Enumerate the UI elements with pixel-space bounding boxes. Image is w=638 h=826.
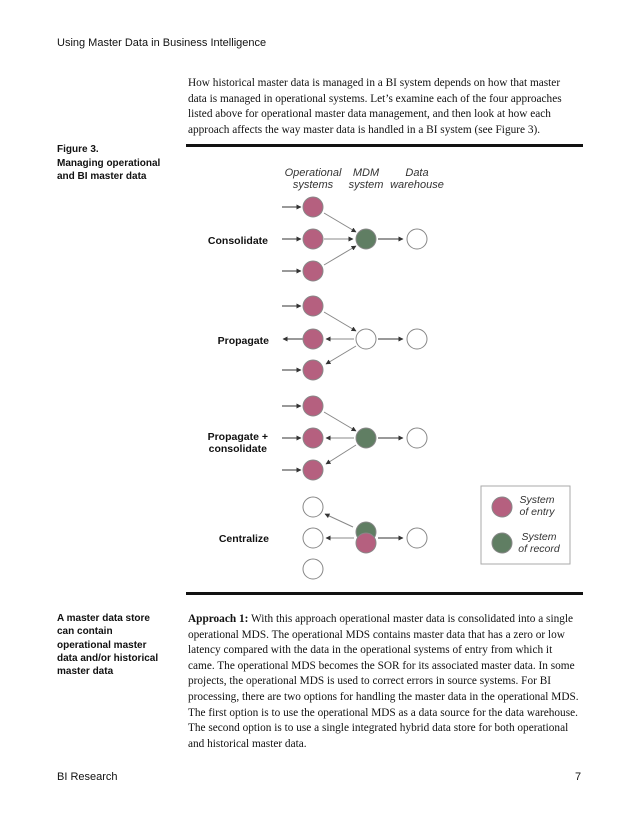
column-header-warehouse: Data	[405, 167, 429, 179]
system-of-entry-node	[303, 360, 323, 380]
figure-caption-line: Figure 3.	[57, 144, 99, 155]
figure-top-rule	[186, 144, 583, 147]
row-label-propagate-consolidate: Propagate +	[207, 431, 268, 443]
arrow-line	[326, 346, 356, 364]
system-of-entry-node	[303, 329, 323, 349]
figure-diagram	[186, 160, 583, 590]
warehouse-node	[407, 528, 427, 548]
warehouse-node	[407, 229, 427, 249]
legend-label-entry: System	[519, 494, 555, 506]
legend	[481, 486, 570, 564]
arrow-line	[324, 312, 356, 331]
mdm-empty-node	[356, 329, 376, 349]
consolidate-group	[282, 197, 427, 281]
column-header-mdm: MDM	[352, 167, 380, 179]
propagate-group	[282, 296, 427, 380]
system-of-entry-node	[303, 460, 323, 480]
column-header-warehouse: warehouse	[390, 179, 444, 191]
system-of-entry-node	[303, 261, 323, 281]
warehouse-node	[407, 428, 427, 448]
system-of-entry-node	[303, 296, 323, 316]
margin-note-line: A master data store	[57, 613, 150, 624]
intro-paragraph	[188, 76, 578, 138]
system-of-entry-node	[303, 229, 323, 249]
column-header-operational: systems	[292, 179, 334, 191]
approach-section	[188, 612, 580, 752]
approach-heading: Approach 1:	[188, 613, 249, 625]
arrow-line	[324, 412, 356, 431]
system-of-entry-node	[356, 533, 376, 553]
margin-note-line: can contain	[57, 626, 113, 638]
margin-note-line: master data	[57, 666, 114, 678]
legend-label-entry: of entry	[519, 506, 555, 518]
system-of-record-node	[356, 229, 376, 249]
margin-note-line: operational master	[57, 639, 147, 651]
column-header-operational: Operational	[284, 167, 342, 179]
row-label-centralize: Centralize	[218, 533, 269, 545]
approach-text: With this approach operational master data is consolidated into a single operational MDS. The operational MDS contains master data that has a zero or low latency compared with the data in the operational systems of entry from which it came. The operational MDS becomes the SOR for its associated master data. In some projects, the operational MDS is used to correct errors in source systems. For BI processing, there are two options for handling the master data in the operational MDS. The first option is to use the operational MDS as a data source for the data warehouse. The second option is to use a single integrated hybrid data store for both operational and historical master data.	[188, 613, 579, 750]
margin-note-line: data and/or historical	[57, 652, 159, 664]
system-of-entry-node	[303, 197, 323, 217]
figure-caption	[57, 143, 177, 184]
operational-empty-node	[303, 528, 323, 548]
page-number: 7	[575, 771, 582, 783]
system-of-record-node	[356, 428, 376, 448]
column-header-mdm: system	[348, 179, 384, 191]
footer-publisher: BI Research	[57, 771, 118, 783]
row-label-propagate-consolidate: consolidate	[208, 443, 267, 455]
legend-swatch-entry	[492, 497, 512, 517]
arrow-line	[326, 445, 356, 464]
centralize-group	[303, 497, 427, 579]
figure-bottom-rule	[186, 592, 583, 595]
legend-label-record: System	[521, 531, 557, 543]
system-of-entry-node	[303, 396, 323, 416]
margin-note	[57, 612, 177, 678]
system-of-entry-node	[303, 428, 323, 448]
operational-empty-node	[303, 497, 323, 517]
running-header: Using Master Data in Business Intelligence	[57, 37, 267, 49]
intro-text: How historical master data is managed in a BI system depends on how that master data is managed in operational systems. Let’s examine each of the four approaches listed above for operational master data management, and then look at how each approach affects the way master data is handled in a BI system (see Figure 3).	[188, 77, 562, 136]
arrow-line	[325, 514, 353, 527]
approach-paragraph	[188, 612, 580, 752]
legend-label-record: of record	[518, 543, 560, 555]
row-label-propagate: Propagate	[217, 335, 269, 347]
figure-caption-line: Managing operational	[57, 157, 161, 169]
operational-empty-node	[303, 559, 323, 579]
propagate-consolidate-group	[282, 396, 427, 480]
row-label-consolidate: Consolidate	[207, 235, 268, 247]
figure-caption-line: and BI master data	[57, 171, 147, 182]
arrow-line	[324, 246, 356, 265]
warehouse-node	[407, 329, 427, 349]
arrow-line	[324, 213, 356, 232]
legend-swatch-record	[492, 533, 512, 553]
